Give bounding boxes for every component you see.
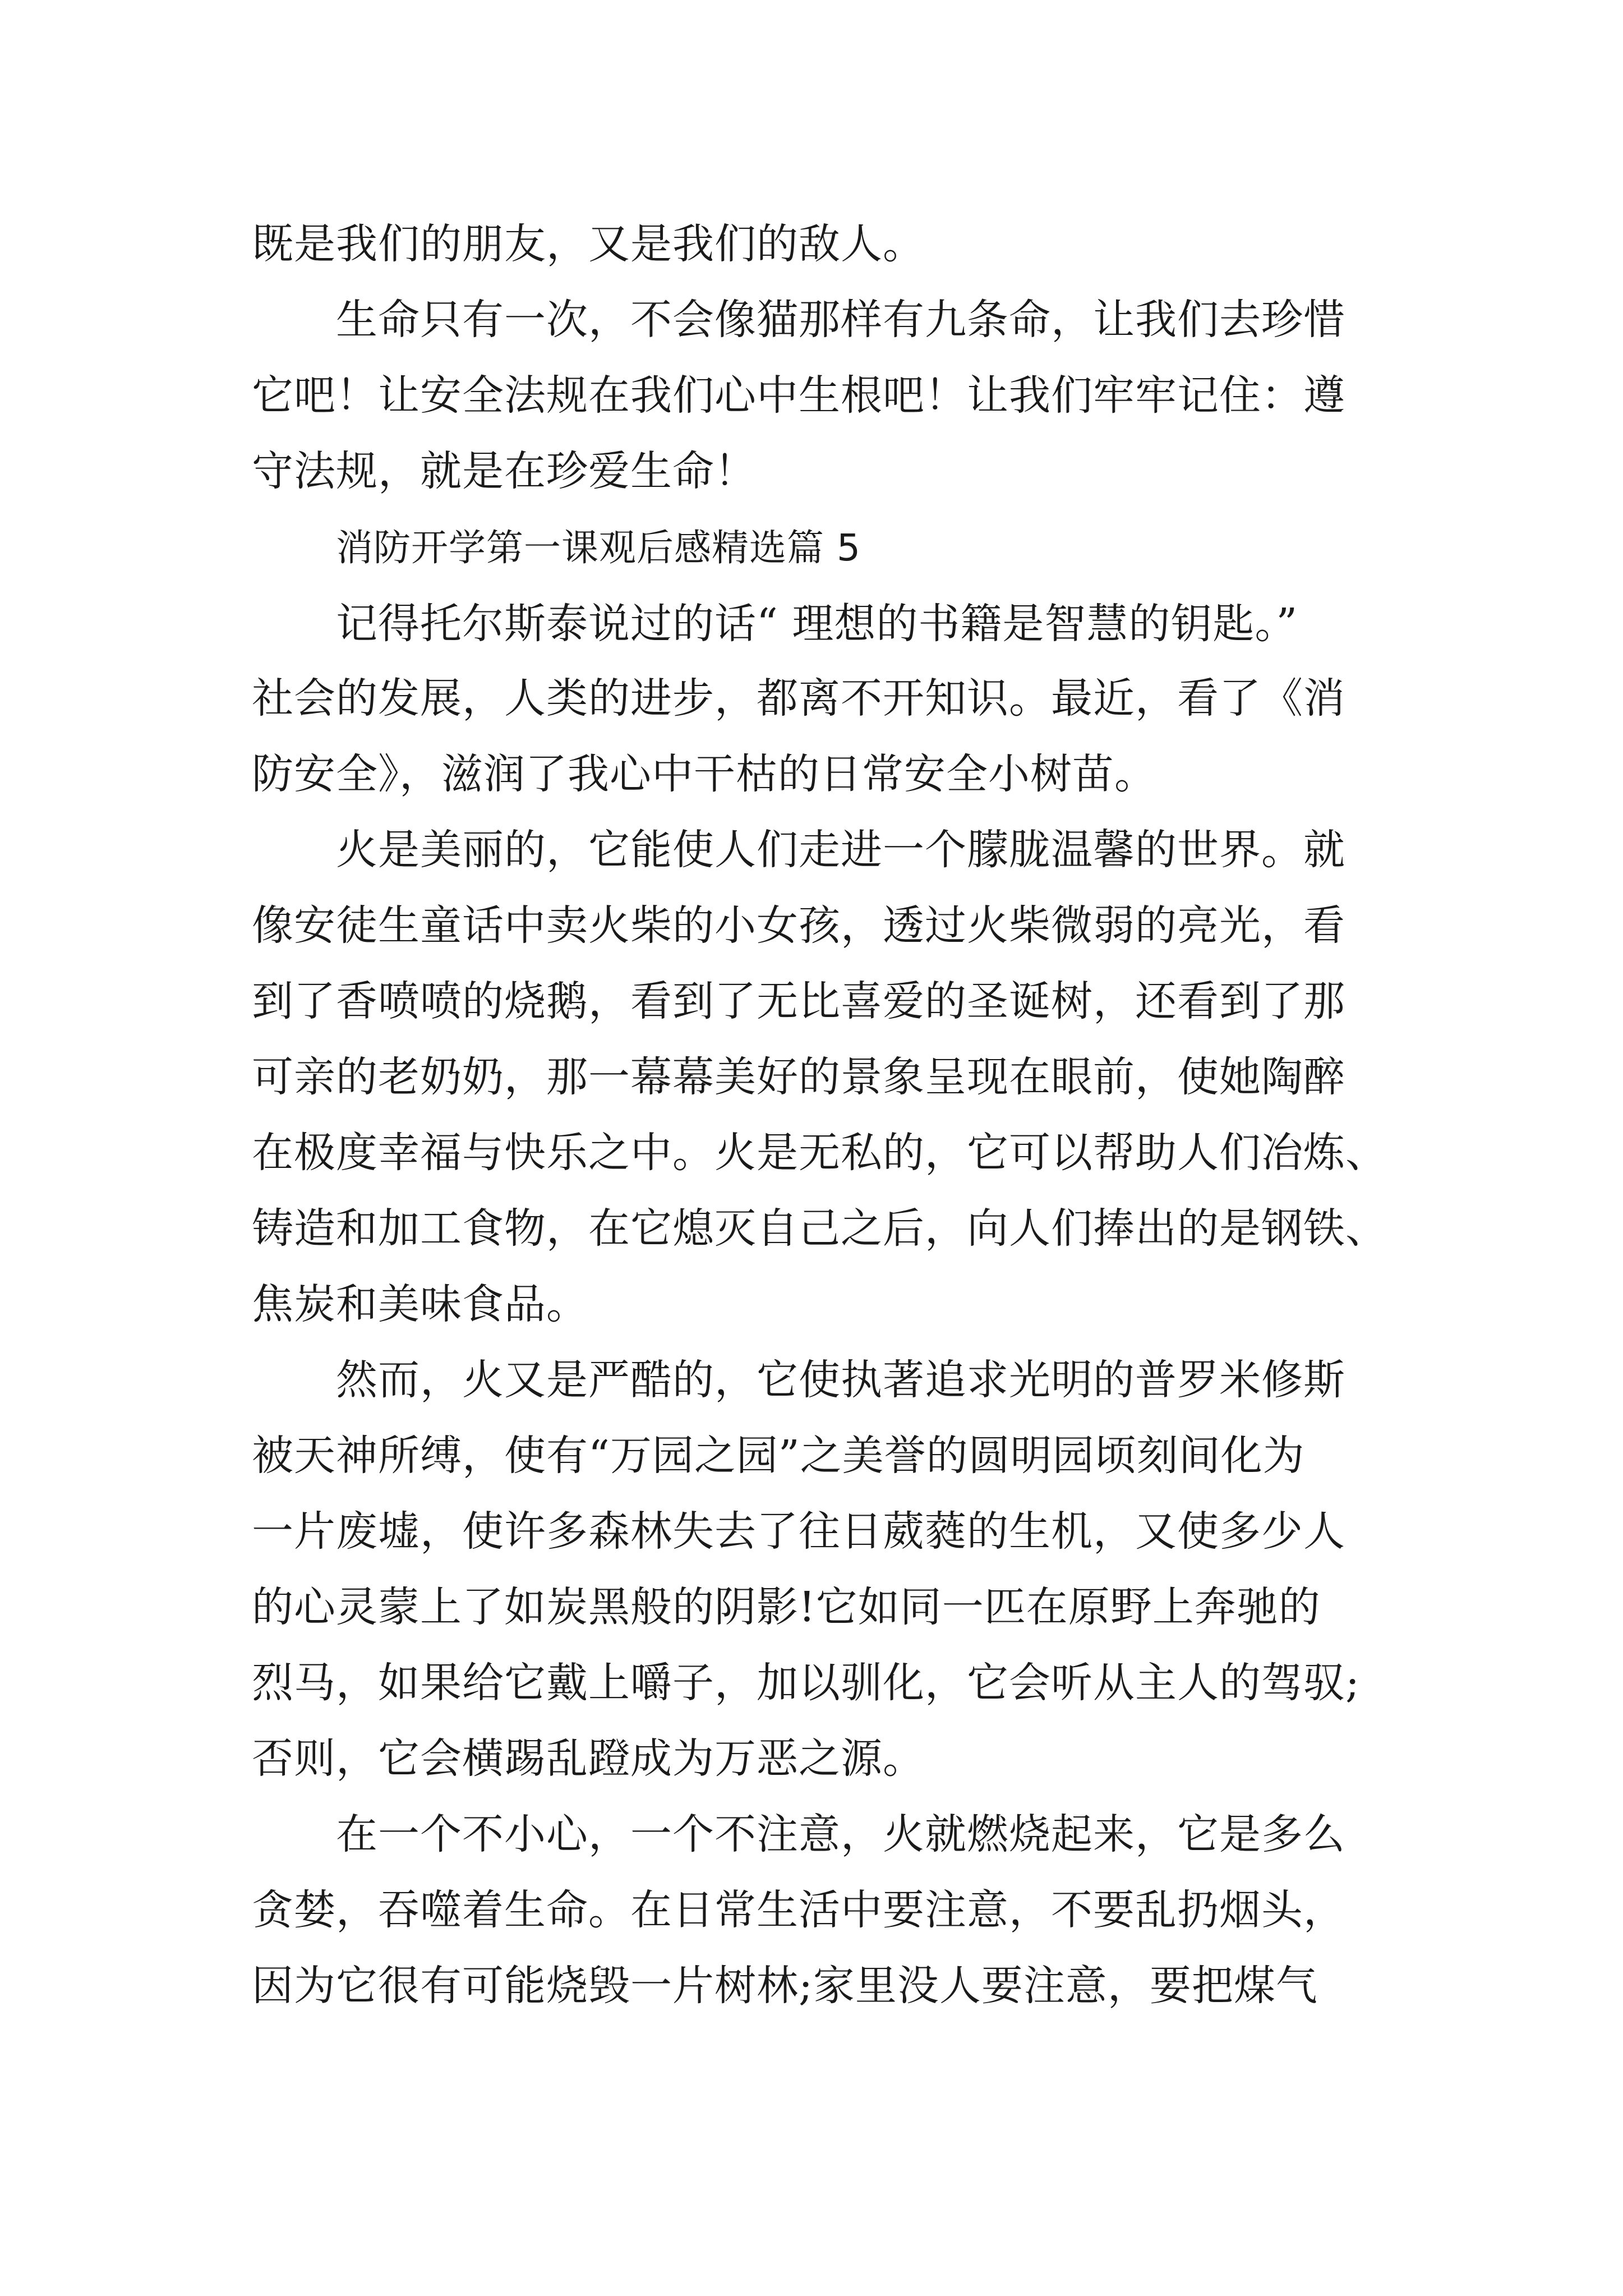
paragraph-line: 火是美丽的，它能使人们走进一个朦胧温馨的世界。就: [336, 826, 1345, 874]
paragraph-line: 可亲的老奶奶，那一幕幕美好的景象呈现在眼前，使她陶醉: [252, 1053, 1345, 1101]
paragraph-line: 到了香喷喷的烧鹅，看到了无比喜爱的圣诞树，还看到了那: [252, 977, 1345, 1025]
paragraph-line: 像安徒生童话中卖火柴的小女孩，透过火柴微弱的亮光，看: [252, 901, 1345, 950]
paragraph-line: 防安全》，滋润了我心中干枯的日常安全小树苗。: [252, 750, 1156, 798]
paragraph-line: 因为它很有可能烧毁一片树林;家里没人要注意，要把煤气: [252, 1962, 1318, 2010]
paragraph-line: 铸造和加工食物，在它熄灭自己之后，向人们捧出的是钢铁、: [252, 1204, 1387, 1253]
paragraph-line: 既是我们的朋友，又是我们的敌人。: [252, 220, 925, 268]
paragraph-line: 贪婪，吞噬着生命。在日常生活中要注意，不要乱扔烟头，: [252, 1886, 1345, 1934]
section-heading: 消防开学第一课观后感精选篇 5: [336, 526, 861, 569]
paragraph-line: 在极度幸福与快乐之中。火是无私的，它可以帮助人们冶炼、: [252, 1129, 1387, 1177]
paragraph-line: 在一个不小心，一个不注意，火就燃烧起来，它是多么: [336, 1810, 1345, 1858]
paragraph-line: 记得托尔斯泰说过的话“ 理想的书籍是智慧的钥匙。”: [336, 600, 1298, 648]
paragraph-line: 社会的发展，人类的进步，都离不开知识。最近，看了《消: [252, 674, 1345, 723]
paragraph-line: 否则，它会横踢乱蹬成为万恶之源。: [252, 1734, 925, 1783]
paragraph-line: 的心灵蒙上了如炭黑般的阴影!它如同一匹在原野上奔驰的: [252, 1583, 1321, 1631]
paragraph-line: 一片废墟，使许多森林失去了往日葳蕤的生机，又使多少人: [252, 1507, 1345, 1556]
paragraph-line: 然而，火又是严酷的，它使执著追求光明的普罗米修斯: [336, 1356, 1345, 1404]
paragraph-line: 守法规，就是在珍爱生命！: [252, 447, 757, 495]
paragraph-line: 被天神所缚，使有“万园之园”之美誉的圆明园顷刻间化为: [252, 1432, 1305, 1480]
paragraph-line: 它吧！让安全法规在我们心中生根吧！让我们牢牢记住：遵: [252, 371, 1345, 420]
paragraph-line: 烈马，如果给它戴上嚼子，加以驯化，它会听从主人的驾驭;: [252, 1659, 1360, 1707]
paragraph-line: 生命只有一次，不会像猫那样有九条命，让我们去珍惜: [336, 296, 1345, 344]
paragraph-line: 焦炭和美味食品。: [252, 1280, 588, 1328]
